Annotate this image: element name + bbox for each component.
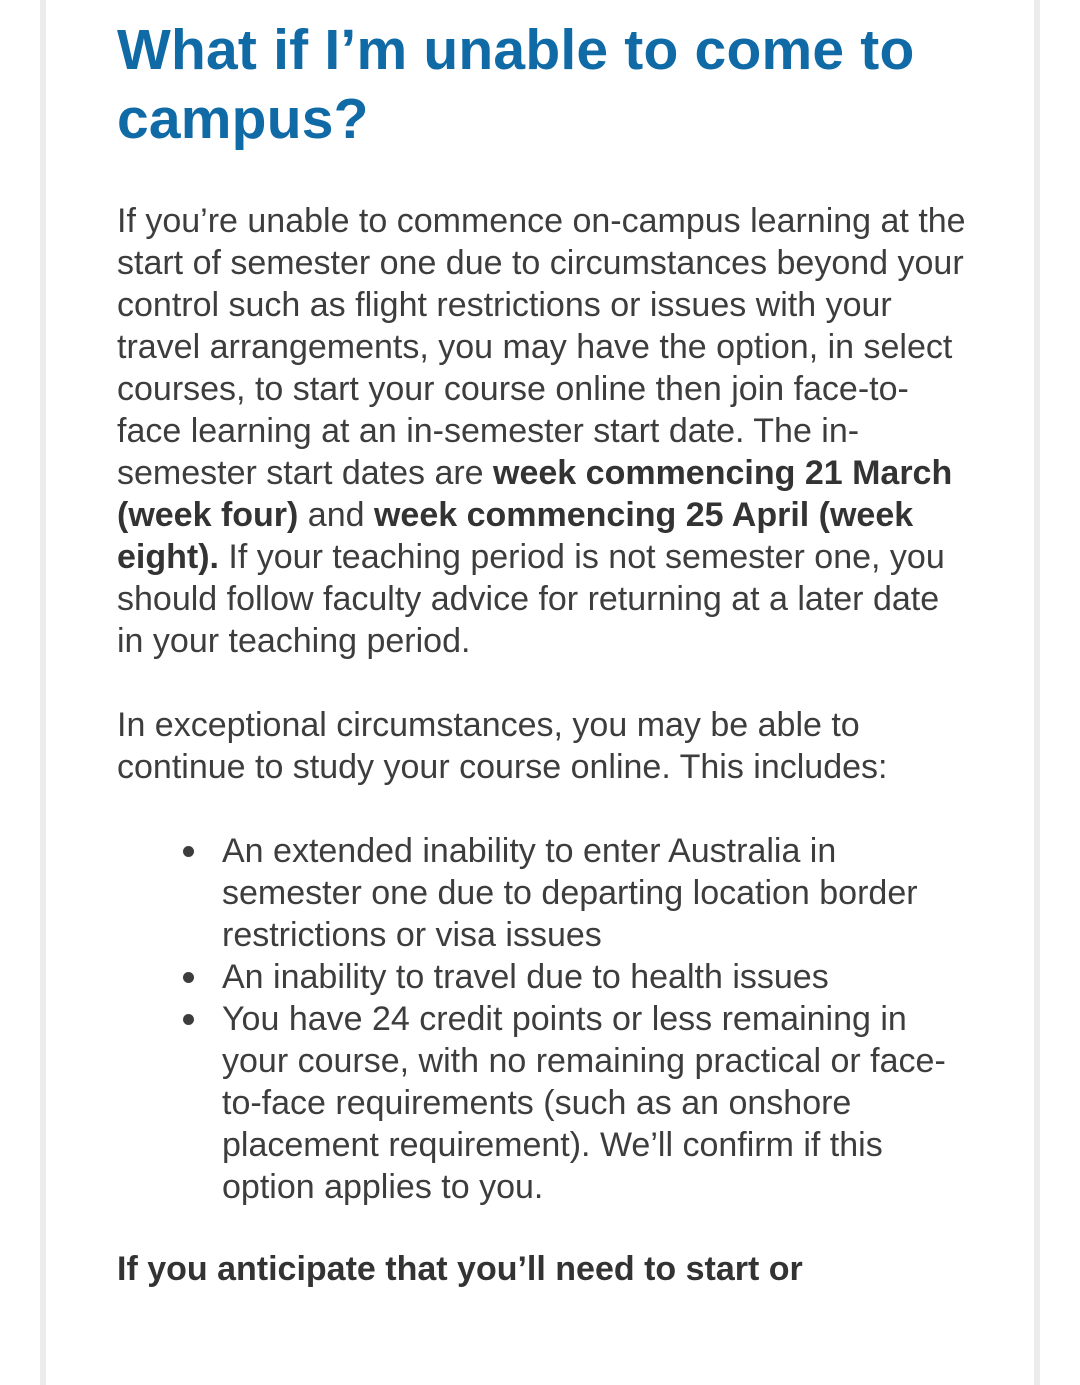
list-item: [222, 830, 967, 956]
list-item: [222, 998, 967, 1208]
bullet-icon: [183, 846, 194, 857]
intro-bold-date-week-four: week commencing 21 March (week four): [117, 454, 953, 534]
intro-text-part2: and: [298, 496, 374, 534]
bullet-icon: [183, 972, 194, 983]
intro-text-part1: If you’re unable to commence on-campus learning at the start of semester one due to circumstances beyond your control such as flight restrictions or issues with your travel arrangements, you may have the option, in select courses, to start your course online then join face-to-face learning at an in-semester start date. The in-semester start dates are: [117, 202, 966, 492]
intro-bold-date-week-eight: week commencing 25 April (week eight).: [117, 496, 914, 576]
closing-bold-paragraph: If you anticipate that you’ll need to start or: [117, 1250, 803, 1288]
bullet-icon: [183, 1014, 194, 1025]
exceptional-circumstances-list: [117, 830, 967, 1208]
intro-paragraph: [117, 200, 967, 662]
left-page-edge: [40, 0, 46, 1385]
list-item-text: You have 24 credit points or less remaining in your course, with no remaining practical or face-to-face requirements (such as an onshore placement requirement). We’ll confirm if this option applies to you.: [222, 1000, 946, 1206]
list-item: [222, 956, 967, 998]
list-item-text: An inability to travel due to health issues: [222, 958, 829, 996]
intro-text-part3: If your teaching period is not semester one, you should follow faculty advice for returning at a later date in your teaching period.: [117, 538, 945, 660]
exceptional-circumstances-paragraph: In exceptional circumstances, you may be able to continue to study your course online. This includes:: [117, 706, 888, 786]
article-content: [117, 0, 967, 1290]
right-page-edge: [1034, 0, 1040, 1385]
list-item-text: An extended inability to enter Australia in semester one due to departing location border restrictions or visa issues: [222, 832, 918, 954]
page-title: What if I’m unable to come to campus?: [117, 18, 915, 151]
